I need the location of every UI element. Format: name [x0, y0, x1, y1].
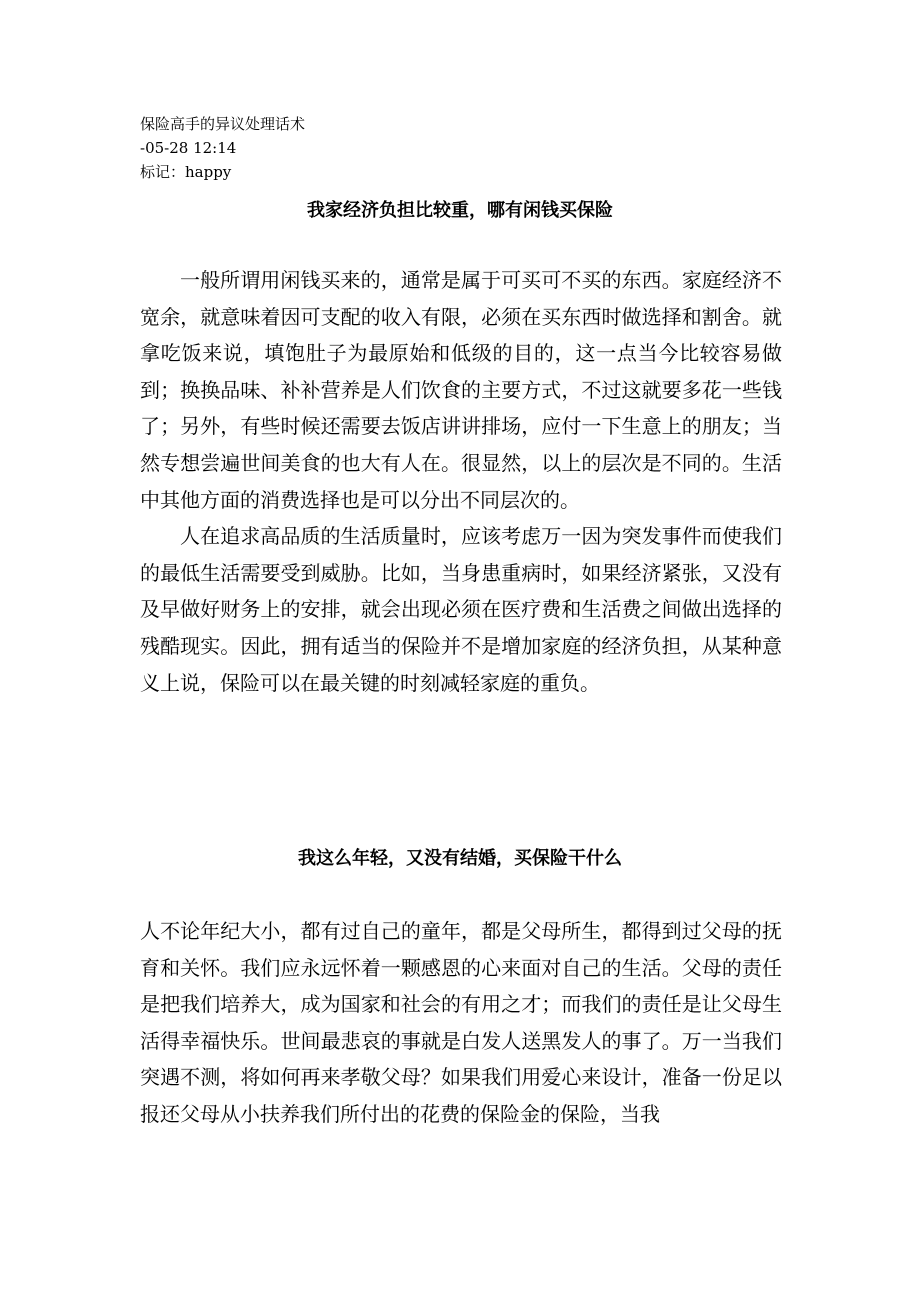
section-body	[140, 262, 782, 701]
document-title: 保险高手的异议处理话术	[140, 115, 306, 133]
section-heading: 我这么年轻，又没有结婚，买保险干什么	[298, 848, 622, 869]
paragraph: 人在追求高品质的生活质量时，应该考虑万一因为突发事件而使我们的最低生活需要受到威胁。比如，当身患重病时，如果经济紧张，又没有及早做好财务上的安排，就会出现必须在医疗费和生活费之间做出选择的残酷现实。因此，拥有适当的保险并不是增加家庭的经济负担，从某种意义上说，保险可以在最关键的时刻减轻家庭的重负。	[140, 524, 782, 695]
section-heading: 我家经济负担比较重，哪有闲钱买保险	[307, 200, 613, 221]
section-body	[140, 913, 782, 1133]
document-meta	[140, 112, 540, 184]
document-date: -05-28 12:14	[140, 139, 237, 157]
document-tag: 标记：happy	[140, 163, 232, 181]
paragraph: 一般所谓用闲钱买来的，通常是属于可买可不买的东西。家庭经济不宽余，就意味着因可支配的收入有限，必须在买东西时做选择和割舍。就拿吃饭来说，填饱肚子为最原始和低级的目的，这一点当今比较容易做到；换换品味、补补营养是人们饮食的主要方式，不过这就要多花一些钱了；另外，有些时候还需要去饭店讲讲排场，应付一下生意上的朋友；当然专想尝遍世间美食的也大有人在。很显然，以上的层次是不同的。生活中其他方面的消费选择也是可以分出不同层次的。	[140, 268, 782, 512]
paragraph: 人不论年纪大小，都有过自己的童年，都是父母所生，都得到过父母的抚育和关怀。我们应永远怀着一颗感恩的心来面对自己的生活。父母的责任是把我们培养大，成为国家和社会的有用之才；而我们的责任是让父母生活得幸福快乐。世间最悲哀的事就是白发人送黑发人的事了。万一当我们突遇不测，将如何再来孝敬父母？如果我们用爱心来设计，准备一份足以报还父母从小扶养我们所付出的花费的保险金的保险，当我	[140, 919, 782, 1126]
